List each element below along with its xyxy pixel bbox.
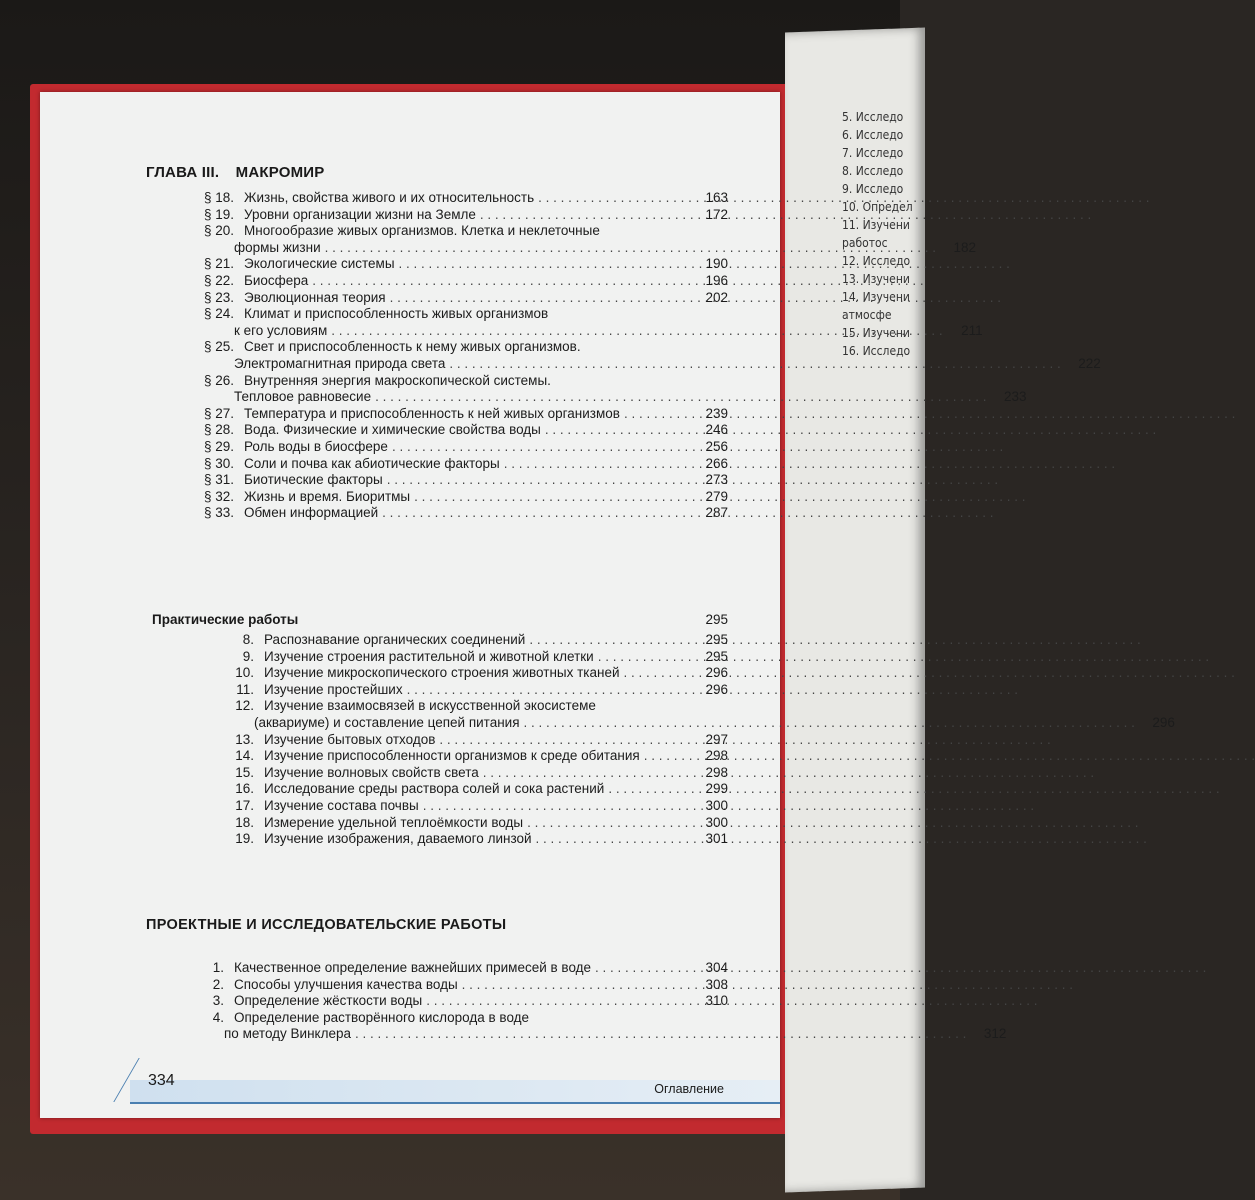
- toc-entry: [190, 632, 728, 649]
- entry-page: 308: [705, 976, 728, 992]
- entry-title: Обмен информацией: [244, 505, 379, 521]
- entry-page: 163: [705, 190, 728, 205]
- toc-entry: [190, 372, 1027, 406]
- footer-title: Оглавление: [654, 1082, 724, 1096]
- entry-page: 273: [705, 472, 728, 488]
- entry-title-cont: Электромагнитная природа света: [234, 355, 446, 371]
- toc-entry: [190, 406, 728, 423]
- entry-title: Изучение волновых свойств света: [264, 764, 479, 780]
- entry-page: 301: [705, 831, 728, 847]
- entry-body: [264, 682, 692, 699]
- toc-entry-line1: [190, 306, 983, 323]
- toc-entry-line1: [190, 373, 1026, 390]
- toc-entry: [190, 207, 728, 224]
- entry-title-cont: (аквариуме) и составление цепей питания: [254, 714, 520, 730]
- toc-entry-block: [190, 339, 1101, 372]
- entry-body: [244, 190, 692, 207]
- entry-title: Изучение взаимосвязей в искусственной экосистеме: [264, 698, 596, 714]
- entry-number: § 24.: [203, 306, 234, 322]
- entry-number: § 23.: [203, 289, 234, 305]
- toc-entry: [190, 422, 728, 439]
- entry-title: Изучение изображения, даваемого линзой: [264, 831, 532, 847]
- entry-number: 19.: [235, 831, 254, 847]
- entry-page: 312: [983, 1026, 1007, 1042]
- toc-entry: [190, 698, 1175, 731]
- entry-title: Жизнь и время. Биоритмы: [244, 488, 411, 504]
- entry-title: Изучение состава почвы: [264, 797, 419, 813]
- toc-entry-block: [190, 698, 1175, 731]
- leader-dots: [439, 732, 1050, 749]
- toc-entry-line2: [190, 715, 1175, 732]
- entry-number: § 31.: [203, 472, 234, 488]
- entry-number: 2.: [212, 976, 224, 992]
- entry-number: § 18.: [203, 190, 234, 205]
- entry-title: Эволюционная теория: [244, 289, 386, 305]
- toc-entry: [190, 505, 728, 522]
- entry-body: [244, 290, 692, 307]
- entry-number: 3.: [212, 993, 224, 1009]
- entry-title: Биосфера: [244, 272, 309, 288]
- practical-page: 295: [705, 612, 728, 627]
- leader-dots: [545, 422, 1156, 439]
- chapter-title: МАКРОМИР: [235, 164, 325, 181]
- entry-number: 10.: [235, 665, 254, 681]
- entry-body: [244, 456, 692, 473]
- entry-page: 299: [705, 781, 728, 797]
- entry-body: [244, 489, 692, 506]
- entry-number: 11.: [236, 681, 254, 697]
- entry-title: Определение растворённого кислорода в воде: [234, 1009, 530, 1025]
- toc-entry: [190, 489, 728, 506]
- entry-body: [264, 732, 692, 749]
- leader-dots: [529, 632, 1140, 649]
- leader-dots: [331, 323, 942, 340]
- entry-body: [264, 831, 692, 848]
- entry-page: 295: [705, 648, 728, 664]
- entry-body: [234, 993, 692, 1010]
- entry-title: Исследование среды раствора солей и сока растений: [264, 781, 605, 797]
- entry-page: 300: [705, 797, 728, 813]
- entry-title: Изучение микроскопического строения животных тканей: [264, 665, 620, 681]
- entry-number: 9.: [242, 648, 254, 664]
- practical-list: [190, 632, 1175, 848]
- toc-entry: [190, 732, 728, 749]
- leader-dots: [504, 456, 1115, 473]
- toc-entry: [190, 993, 728, 1010]
- toc-entry-line2: [190, 240, 976, 257]
- entry-title: Способы улучшения качества воды: [234, 976, 458, 992]
- entry-page: 246: [705, 422, 728, 438]
- entry-number: § 28.: [203, 422, 234, 438]
- entry-page: 295: [705, 632, 728, 647]
- entry-page: 279: [705, 488, 728, 504]
- entry-page: 296: [705, 665, 728, 681]
- toc-entry-line2: [190, 323, 983, 340]
- entry-body: [244, 422, 692, 439]
- entry-title: Соли и почва как абиотические факторы: [244, 455, 500, 471]
- entry-title-cont: формы жизни: [234, 239, 321, 255]
- entry-title: Роль воды в биосфере: [244, 438, 388, 454]
- toc-entry-block: [190, 373, 1026, 406]
- leader-dots: [426, 993, 1037, 1010]
- entry-page: 298: [705, 764, 728, 780]
- leader-dots: [483, 765, 1094, 782]
- leader-dots: [595, 960, 1206, 977]
- toc-entry: [190, 748, 728, 765]
- entry-page: 297: [705, 731, 728, 747]
- entry-page: 211: [961, 322, 983, 338]
- entry-title: Измерение удельной теплоёмкости воды: [264, 814, 524, 830]
- toc-entry: [190, 290, 728, 307]
- entry-page: 239: [705, 405, 728, 421]
- entry-number: § 20.: [203, 223, 234, 239]
- entry-number: § 29.: [203, 438, 234, 454]
- leader-dots: [524, 715, 1135, 732]
- entry-page: 266: [705, 455, 728, 471]
- entry-number: § 25.: [203, 339, 234, 355]
- entry-body: [244, 207, 692, 224]
- toc-entry-block: [190, 1010, 1006, 1043]
- entry-body: [234, 960, 692, 977]
- entry-title: Внутренняя энергия макроскопической системы.: [244, 372, 551, 388]
- entry-number: 13.: [235, 731, 254, 747]
- entry-page: 298: [705, 748, 728, 764]
- entry-title: Свет и приспособленность к нему живых организмов.: [244, 339, 581, 355]
- toc-entry-block: [190, 306, 983, 339]
- entry-page: 296: [705, 681, 728, 697]
- projects-list: [190, 960, 1007, 1043]
- entry-body: [264, 815, 692, 832]
- entry-number: 4.: [212, 1009, 224, 1025]
- entry-title-cont: к его условиям: [234, 322, 328, 338]
- leader-dots: [423, 798, 1034, 815]
- right-page-line: атмосфе: [842, 308, 892, 322]
- entry-page: 202: [705, 289, 728, 305]
- entry-body: [264, 649, 692, 666]
- entry-title-cont: Тепловое равновесие: [234, 389, 372, 405]
- leader-dots: [598, 649, 1209, 666]
- entry-title: Изучение бытовых отходов: [264, 731, 436, 747]
- entry-page: 182: [953, 239, 976, 255]
- entry-number: § 30.: [203, 455, 234, 471]
- toc-entry-block: [190, 223, 976, 256]
- entry-body: [244, 256, 692, 273]
- entry-number: § 32.: [203, 488, 234, 504]
- entry-number: § 21.: [203, 256, 234, 272]
- right-page-line: 13. Изучени: [842, 272, 910, 286]
- page-number: 334: [148, 1072, 175, 1089]
- toc-entry: [190, 765, 728, 782]
- leader-dots: [527, 815, 1138, 832]
- entry-body: [264, 632, 692, 649]
- entry-title: Распознавание органических соединений: [264, 632, 526, 647]
- footer-line: [130, 1102, 780, 1104]
- entry-title: Уровни организации жизни на Земле: [244, 206, 476, 222]
- leader-dots: [536, 831, 1147, 848]
- entry-page: 304: [705, 960, 728, 975]
- toc-entry: [190, 439, 728, 456]
- entry-title: Многообразие живых организмов. Клетка и неклеточные: [244, 223, 600, 239]
- entry-body: [264, 781, 692, 798]
- entry-title: Изучение строения растительной и животной клетки: [264, 648, 594, 664]
- entry-number: § 27.: [203, 405, 234, 421]
- entry-body: [264, 748, 692, 765]
- entry-number: 16.: [235, 781, 254, 797]
- toc-entry-line1: [190, 223, 976, 240]
- practical-heading: Практические работы: [152, 612, 299, 627]
- entry-page: 296: [1152, 714, 1175, 730]
- entry-number: § 33.: [203, 505, 234, 521]
- entry-title: Климат и приспособленность живых организмов: [244, 306, 549, 322]
- toc-entry: [190, 831, 728, 848]
- entry-number: 8.: [242, 632, 254, 647]
- toc-entry-line1: [190, 698, 1175, 715]
- toc-entry: [190, 682, 728, 699]
- right-page-line: 9. Исследо: [842, 182, 904, 196]
- leader-dots: [382, 505, 993, 522]
- right-page-line: 15. Изучени: [842, 326, 910, 340]
- entry-number: 12.: [235, 698, 254, 714]
- entry-title: Биотические факторы: [244, 472, 383, 488]
- toc-entry: [190, 977, 728, 994]
- leader-dots: [538, 190, 1149, 207]
- right-page-line: 5. Исследо: [842, 110, 904, 124]
- right-page-line: 14. Изучени: [842, 290, 910, 304]
- toc-entry: [190, 1009, 1007, 1043]
- toc-entry: [190, 472, 728, 489]
- right-page-line: 16. Исследо: [842, 344, 911, 358]
- leader-dots: [375, 389, 986, 406]
- entry-title: Изучение приспособленности организмов к среде обитания: [264, 748, 640, 764]
- toc-entry: [190, 456, 728, 473]
- leader-dots: [325, 240, 936, 257]
- toc-entry: [190, 665, 728, 682]
- entry-title: Определение жёсткости воды: [234, 993, 423, 1009]
- entry-title-cont: по методу Винклера: [224, 1026, 351, 1042]
- entry-body: [234, 977, 692, 994]
- entry-title: Вода. Физические и химические свойства воды: [244, 422, 541, 438]
- toc-entry: [190, 256, 728, 273]
- entry-body: [244, 406, 692, 423]
- right-page-line: 10. Определ: [842, 200, 913, 214]
- projects-heading: ПРОЕКТНЫЕ И ИССЛЕДОВАТЕЛЬСКИЕ РАБОТЫ: [146, 917, 507, 933]
- toc-entry-line2: [190, 389, 1026, 406]
- toc-entry: [190, 649, 728, 666]
- entry-page: 310: [705, 993, 728, 1009]
- leader-dots: [449, 356, 1060, 373]
- toc-entry-line1: [190, 1010, 1006, 1027]
- leader-dots: [355, 1026, 966, 1043]
- right-page-line: 8. Исследо: [842, 164, 904, 178]
- toc-entry: [190, 190, 728, 207]
- leader-dots: [462, 977, 1073, 994]
- toc-entry: [190, 960, 728, 977]
- entry-page: 287: [705, 505, 728, 521]
- toc-entry-line1: [190, 339, 1101, 356]
- entry-number: § 22.: [203, 272, 234, 288]
- chapter-label: ГЛАВА III.: [146, 164, 220, 181]
- entry-title: Температура и приспособленность к ней живых организмов: [244, 405, 620, 421]
- entry-page: 300: [705, 814, 728, 830]
- entry-body: [264, 665, 692, 682]
- right-page-line: 11. Изучени: [842, 218, 910, 232]
- entry-number: 15.: [235, 764, 254, 780]
- entry-page: 172: [705, 206, 728, 222]
- entry-body: [264, 798, 692, 815]
- right-page-line: 6. Исследо: [842, 128, 904, 142]
- leader-dots: [644, 748, 1255, 765]
- toc-entry-line2: [190, 1026, 1006, 1043]
- right-page-line: 7. Исследо: [842, 146, 904, 160]
- entry-number: § 26.: [203, 372, 234, 388]
- right-page-line: 12. Исследо: [842, 254, 911, 268]
- right-page-line: работос: [842, 236, 888, 250]
- entry-number: 14.: [235, 748, 254, 764]
- entry-title: Жизнь, свойства живого и их относительность: [244, 190, 535, 205]
- entry-body: [264, 765, 692, 782]
- entry-page: 233: [1003, 389, 1027, 405]
- entry-title: Качественное определение важнейших примесей в воде: [234, 960, 592, 975]
- entry-page: 190: [705, 256, 728, 272]
- entry-number: § 19.: [203, 206, 234, 222]
- entry-title: Изучение простейших: [264, 681, 403, 697]
- entry-number: 17.: [235, 797, 254, 813]
- leader-dots: [480, 207, 1091, 224]
- leader-dots: [312, 273, 923, 290]
- entry-number: 18.: [235, 814, 254, 830]
- toc-entry: [190, 798, 728, 815]
- entry-body: [244, 472, 692, 489]
- entry-number: 1.: [212, 960, 224, 975]
- toc-entry: [190, 781, 728, 798]
- toc-entry-line2: [190, 356, 1101, 373]
- entry-page: 256: [705, 438, 728, 454]
- chapter-heading: [146, 164, 336, 181]
- entry-page: 196: [705, 272, 728, 288]
- entry-body: [244, 273, 692, 290]
- entry-body: [244, 505, 692, 522]
- toc-entry: [190, 815, 728, 832]
- toc-entry: [190, 273, 728, 290]
- entry-body: [244, 439, 692, 456]
- page-footer: [40, 1058, 780, 1104]
- entry-page: 222: [1078, 355, 1101, 371]
- entry-title: Экологические системы: [244, 256, 395, 272]
